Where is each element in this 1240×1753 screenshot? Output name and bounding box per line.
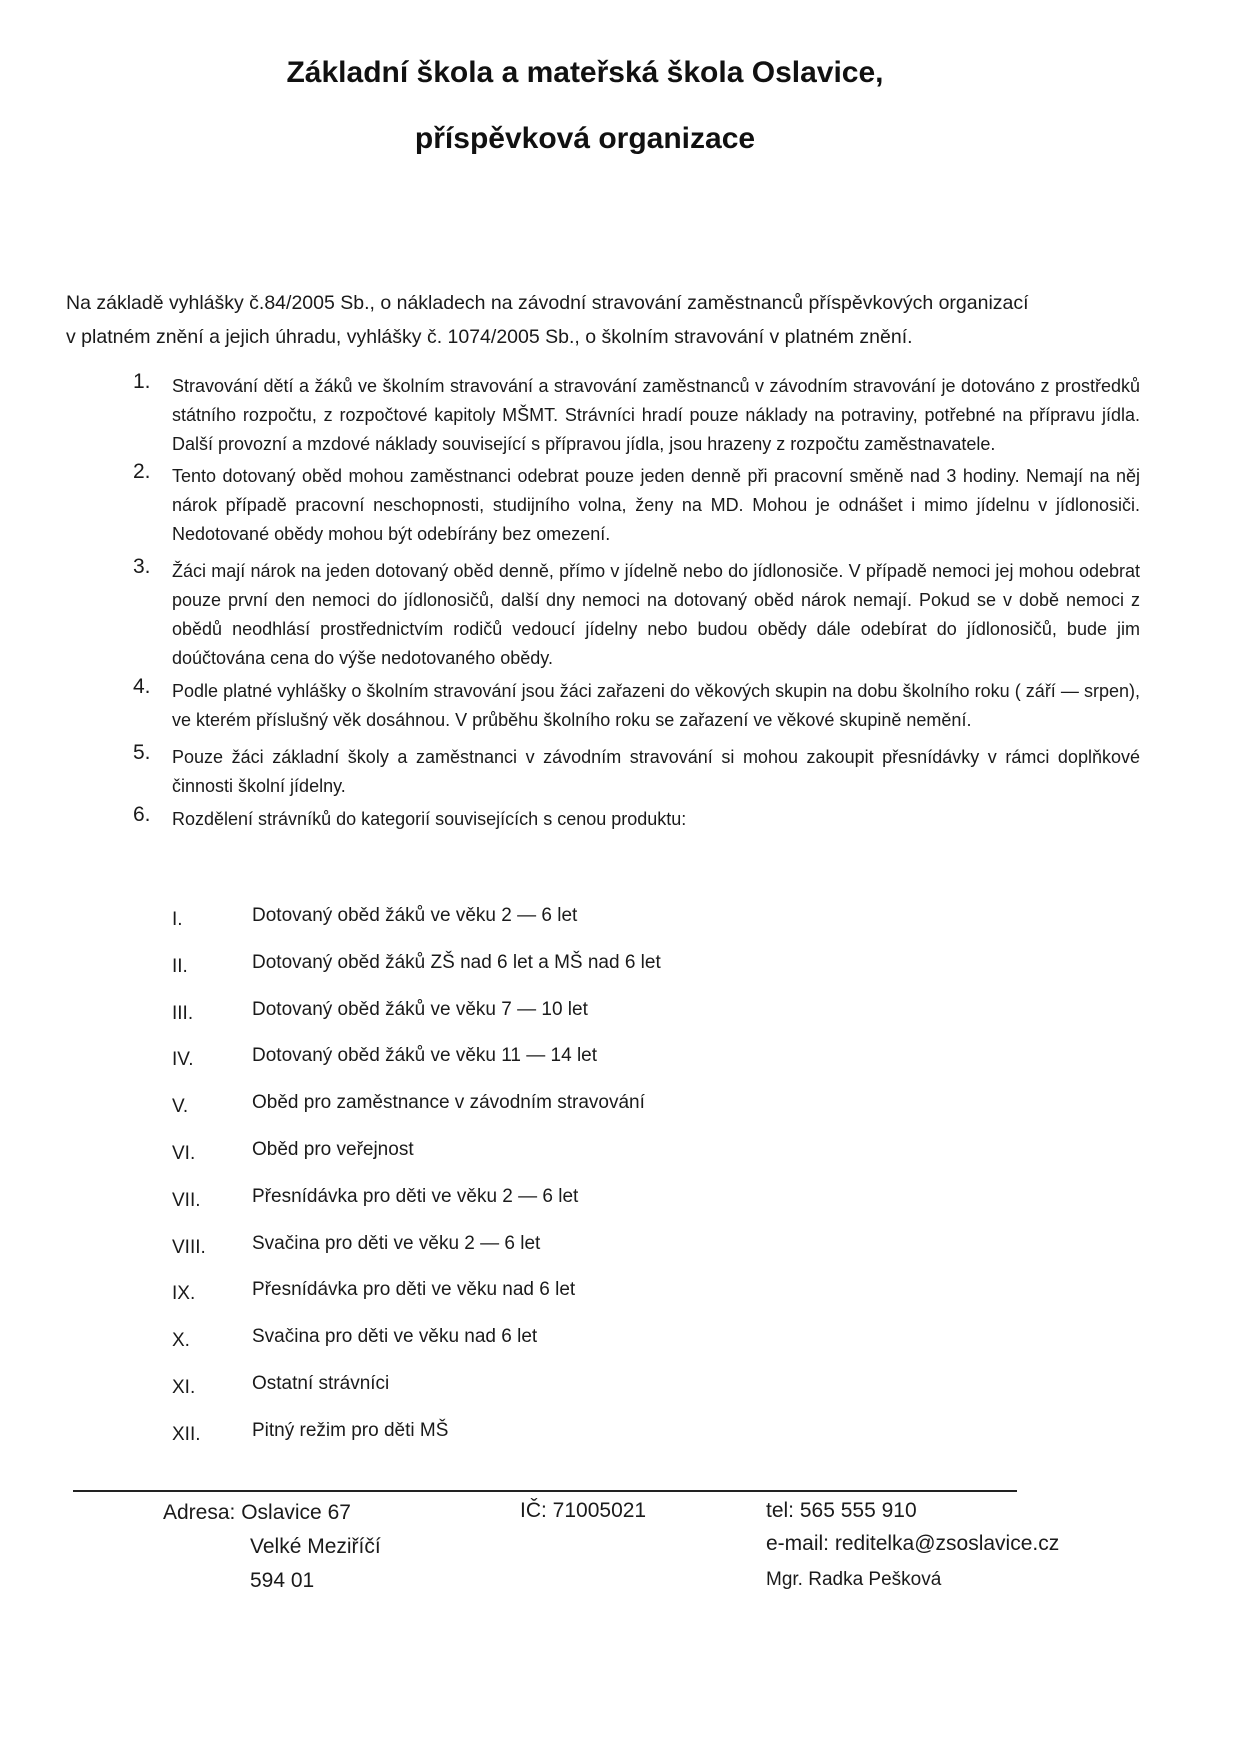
footer-phone: tel: 565 555 910	[766, 1499, 917, 1522]
rule-text: Žáci mají nárok na jeden dotovaný oběd denně, přímo v jídelně nebo do jídlonosiče. V případě nemoci jej mohou odebrat pouze první den nemoci do jídlonosičů, další dny nemoci na dotovaný oběd nárok nemají. Pokud se v době nemoci z obědů neodhlásí prostřednictvím rodičů vedoucí jídelny nebo budou obědy dále odebírat do jídlonosičů, bude jim doúčtována cena do výše nedotovaného obědy.	[172, 561, 1140, 668]
rule-text: Pouze žáci základní školy a zaměstnanci v závodním stravování si mohou zakoupit přesnídávky v rámci doplňkové činnosti školní jídelny.	[172, 747, 1140, 796]
category-row	[168, 952, 968, 999]
footer-address-city: Velké Meziříčí	[250, 1535, 381, 1558]
category-numeral: IX.	[172, 1283, 196, 1305]
category-row	[168, 1045, 968, 1092]
category-row	[168, 1186, 968, 1233]
category-label: Svačina pro děti ve věku nad 6 let	[252, 1326, 538, 1348]
category-label: Dotovaný oběd žáků ve věku 11 — 14 let	[252, 1045, 598, 1067]
category-numeral: III.	[172, 1002, 194, 1024]
category-numeral: I.	[172, 909, 183, 930]
category-label: Ostatní strávníci	[252, 1372, 390, 1394]
category-row	[168, 1139, 968, 1186]
category-row	[168, 1373, 968, 1420]
rule-number: 1.	[133, 370, 151, 393]
rule-text: Stravování dětí a žáků ve školním stravování a stravování zaměstnanců v závodním stravování je dotováno z prostředků státního rozpočtu, z rozpočtové kapitoly MŠMT. Strávníci hradí pouze náklady na potraviny, potřebné na přípravu jídla. Další provozní a mzdové náklady související s přípravou jídla, jsou hrazeny z rozpočtu zaměstnavatele.	[172, 376, 1140, 454]
rule-number: 3.	[133, 555, 151, 578]
category-label: Přesnídávka pro děti ve věku 2 — 6 let	[252, 1185, 579, 1207]
category-label: Oběd pro veřejnost	[252, 1138, 414, 1160]
footer-company-id: IČ: 71005021	[520, 1499, 647, 1522]
category-numeral: X.	[172, 1330, 190, 1352]
category-numeral: II.	[172, 955, 188, 977]
rule-number: 5.	[133, 741, 151, 764]
category-numeral: VI.	[172, 1142, 196, 1164]
category-row	[168, 1279, 968, 1326]
rule-item	[128, 677, 1140, 735]
category-label: Dotovaný oběd žáků ve věku 7 — 10 let	[252, 998, 588, 1020]
category-list	[168, 905, 968, 1467]
category-label: Pitný režim pro děti MŠ	[252, 1419, 449, 1441]
category-row	[168, 1326, 968, 1373]
category-numeral: V.	[172, 1096, 189, 1118]
category-numeral: XII.	[172, 1423, 201, 1445]
category-row	[168, 1420, 968, 1467]
category-label: Oběd pro zaměstnance v závodním stravování	[252, 1092, 645, 1114]
rule-item	[128, 557, 1140, 673]
footer-director-name: Mgr. Radka Pešková	[766, 1569, 942, 1590]
category-label: Dotovaný oběd žáků ve věku 2 — 6 let	[252, 905, 578, 926]
category-row	[168, 999, 968, 1046]
intro-paragraph	[66, 286, 1146, 354]
category-numeral: IV.	[172, 1049, 194, 1071]
rule-number: 4.	[133, 675, 151, 698]
rule-item	[128, 372, 1140, 459]
footer-email: e-mail: reditelka@zsoslavice.cz	[766, 1532, 1060, 1555]
rule-text: Podle platné vyhlášky o školním stravování jsou žáci zařazeni do věkových skupin na dobu školního roku ( září — srpen), ve kterém příslušný věk dosáhnou. V průběhu školního roku se zařazení ve věkové skupině nemění.	[172, 681, 1140, 730]
category-row	[168, 1092, 968, 1139]
category-row	[168, 905, 968, 952]
rule-text: Rozdělení strávníků do kategorií souvisejících s cenou produktu:	[172, 809, 687, 829]
rule-item	[128, 462, 1140, 549]
footer-address-line: Adresa: Oslavice 67	[163, 1501, 351, 1524]
rule-number: 2.	[133, 460, 151, 483]
category-row	[168, 1233, 968, 1280]
category-numeral: VIII.	[172, 1236, 206, 1258]
rule-item	[128, 743, 1140, 801]
document-subtitle: příspěvková organizace	[414, 122, 756, 155]
rule-number: 6.	[133, 803, 151, 826]
footer-divider	[73, 1490, 1017, 1492]
intro-line: Na základě vyhlášky č.84/2005 Sb., o nákladech na závodní stravování zaměstnanců příspěvkových organizací	[66, 292, 1029, 314]
intro-line: v platném znění a jejich úhradu, vyhlášky č. 1074/2005 Sb., o školním stravování v platném znění.	[66, 326, 913, 348]
category-label: Dotovaný oběd žáků ZŠ nad 6 let a MŠ nad 6 let	[252, 951, 661, 973]
category-label: Svačina pro děti ve věku 2 — 6 let	[252, 1232, 541, 1254]
category-numeral: XI.	[172, 1376, 196, 1398]
rule-text: Tento dotovaný oběd mohou zaměstnanci odebrat pouze jeden denně při pracovní směně nad 3 hodiny. Nemají na něj nárok případě pracovní neschopnosti, studijního volna, ženy na MD. Mohou je odnášet i mimo jídelnu v jídlonosiči. Nedotované obědy mohou být odebírány bez omezení.	[172, 466, 1140, 544]
rules-list	[128, 372, 1140, 834]
footer-address-zip: 594 01	[250, 1569, 315, 1592]
document-title: Základní škola a mateřská škola Oslavice,	[286, 56, 884, 89]
rule-item	[128, 805, 1140, 834]
category-label: Přesnídávka pro děti ve věku nad 6 let	[252, 1279, 576, 1301]
category-numeral: VII.	[172, 1189, 201, 1211]
